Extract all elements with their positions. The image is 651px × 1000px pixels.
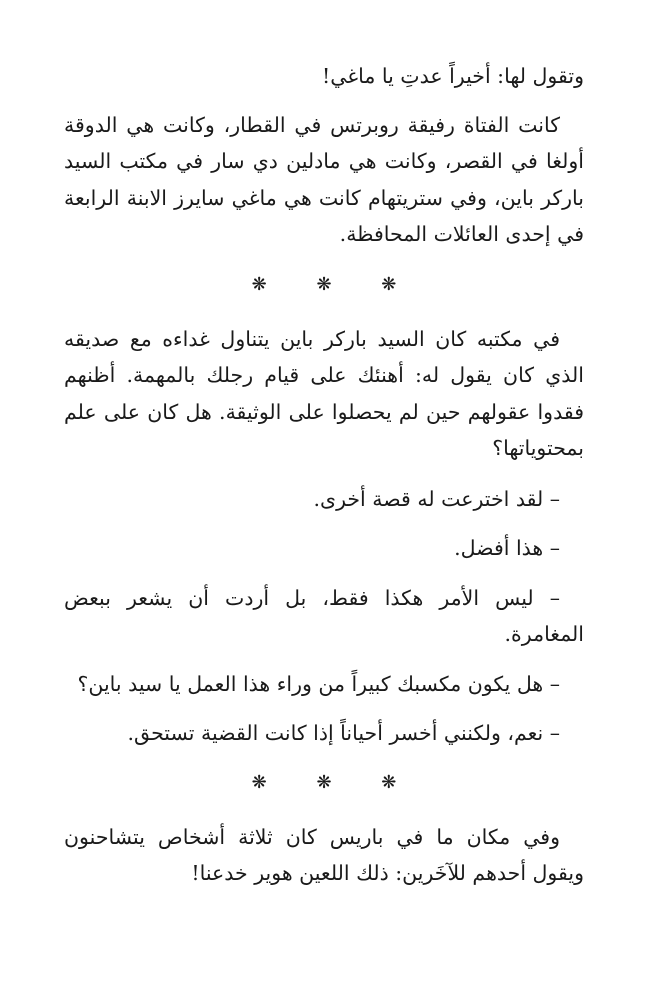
paragraph-paris-scene: وفي مكان ما في باريس كان ثلاثة أشخاص يتشاحنون ويقول أحدهم للآخَرين: ذلك اللعين هوير خدعنا! — [64, 824, 584, 885]
section-separator: ❋ ❋ ❋ — [251, 771, 419, 793]
dialogue-line: – ليس الأمر هكذا فقط، بل أردت أن يشعر ببعض المغامرة. — [64, 585, 584, 646]
dialogue-line: – هذا أفضل. — [454, 536, 560, 560]
paragraph-girl-identities: كانت الفتاة رفيقة روبرتس في القطار، وكانت هي الدوقة أولغا في القصر، وكانت هي مادلين دي سار في مكتب السيد باركر باين، وفي ستريتهام كانت هي ماغي سايرز الابنة الرابعة في إحدى العائلات المحافظة. — [64, 112, 584, 246]
book-page — [64, 58, 584, 906]
dialogue-line: – لقد اخترعت له قصة أخرى. — [313, 486, 560, 511]
dialogue-line: – نعم، ولكنني أخسر أحياناً إذا كانت القضية تستحق. — [127, 721, 560, 745]
paragraph-parker-pyne-lunch: في مكتبه كان السيد باركر باين يتناول غداءه مع صديقه الذي كان يقول له: أهنئك على قيام رجلك بالمهمة. أظنهم فقدوا عقولهم حين لم يحصلوا على الوثيقة. هل كان على علم بمحتوياتها؟ — [64, 326, 584, 460]
dialogue-line: – هل يكون مكسبك كبيراً من وراء هذا العمل يا سيد باين؟ — [77, 671, 560, 696]
paragraph-opening-line: وتقول لها: أخيراً عدتِ يا ماغي! — [322, 64, 584, 88]
section-separator: ❋ ❋ ❋ — [251, 273, 419, 295]
